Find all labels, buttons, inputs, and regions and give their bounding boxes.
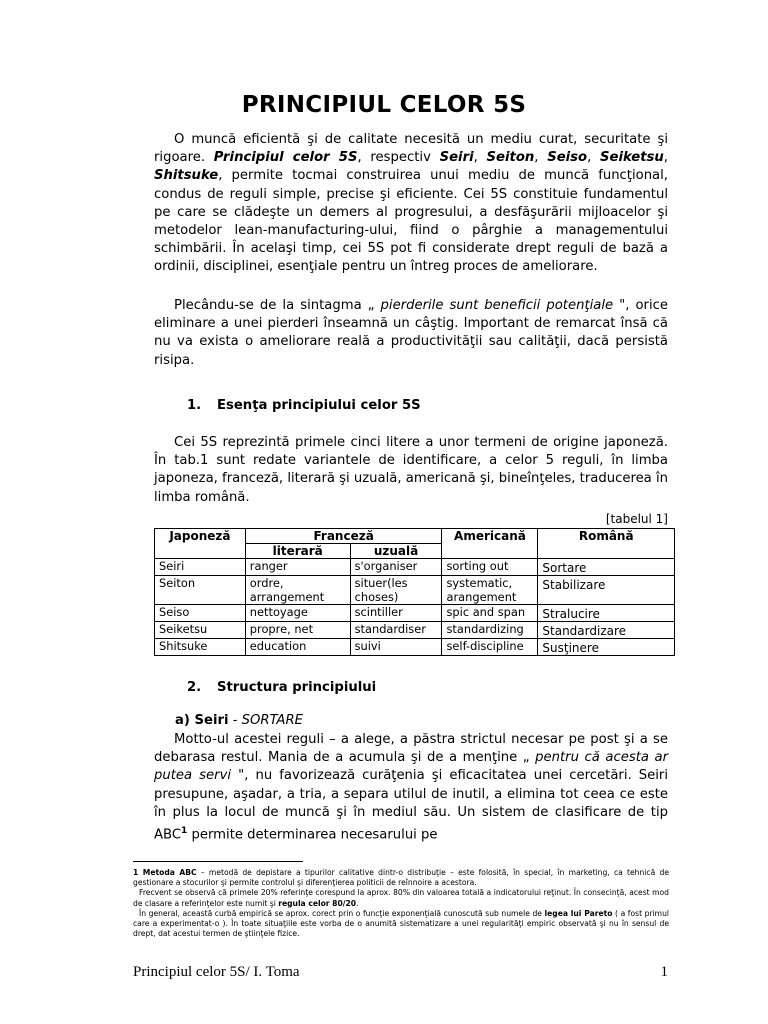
cell-romana: Stabilizare: [538, 576, 675, 605]
page-number: 1: [660, 964, 668, 980]
cell-uzuala: standardiser: [350, 622, 442, 639]
cell-romana: Sortare: [538, 559, 675, 576]
footnote-divider: [133, 861, 303, 862]
sintagma-paragraph: Plecându-se de la sintagma „ pierderile sunt beneficii potenţiale ", orice eliminare a unei pierderi înseamnă un câştig. Important de remarcat însă că nu va exista o ameliorare reală a productivităţii sau calităţii, dacă persistă risipa.: [154, 298, 668, 368]
header-franceza: Franceză: [245, 529, 442, 544]
header-literara: literară: [245, 544, 350, 559]
intro-paragraph: O muncă eficientă şi de calitate necesită un mediu curat, securitate şi rigoare. Principiul celor 5S, respectiv Seiri, Seiton, Seiso, Seiketsu, Shitsuke, permite tocmai construirea unui mediu de muncă funcţional, condus de reguli simple, precise şi eficiente. Cei 5S constituie fundamentul pe care se clădeşte un demers al progresului, a desfăşurării mijloacelor şi metodelor lean-manufacturing-ului, fiind o pârghie a managementului schimbării. În acelaşi timp, cei 5S pot fi considerate drept reguli de bază a ordinii, disciplinei, esenţiale pentru un întreg proces de ameliorare.: [154, 132, 668, 275]
cell-romana: Standardizare: [538, 622, 675, 639]
subsection-seiri-heading: a) Seiri - SORTARE: [175, 713, 303, 728]
cell-literara: nettoyage: [245, 605, 350, 622]
table-row: [155, 639, 675, 656]
cell-japoneza: Seiso: [155, 605, 246, 622]
cell-literara: education: [245, 639, 350, 656]
cell-uzuala: scintiller: [350, 605, 442, 622]
section-2-heading: 2. Structura principiului: [187, 680, 377, 695]
cell-uzuala: situer(les choses): [350, 576, 442, 605]
table-row: [155, 605, 675, 622]
section-1-heading: 1. Esenţa principiului celor 5S: [187, 398, 421, 413]
cell-uzuala: suivi: [350, 639, 442, 656]
header-americana: Americană: [442, 529, 538, 559]
5s-table: [154, 528, 675, 656]
cell-literara: ranger: [245, 559, 350, 576]
footnote-1-pareto: În general, această curbă empirică se aprox. corect prin o funcţie exponenţială cunoscută sub numele de legea lui Pareto ( a fost primul care a experimentat-o ). În toate situaţiile este vorba de o anumită sistematizare a unei regularităţi empiric observată şi nu în sensul de drept, dat acestui termen de ştiinţele fizice.: [133, 908, 669, 939]
cell-japoneza: Shitsuke: [155, 639, 246, 656]
footnotes: [133, 868, 669, 939]
table-row: [155, 576, 675, 605]
footnote-1-continued: Frecvent se observă că primele 20% referinţe corespund la aprox. 80% din valoarea totală a indicatorului reţinut. În consecinţă, acest mod de clasare a referinţelor este numit şi regula celor 80/20.: [133, 888, 669, 908]
footer-title: Principiul celor 5S/ I. Toma: [133, 964, 300, 980]
table-row: [155, 622, 675, 639]
section-1-paragraph: Cei 5S reprezintă primele cinci litere a unor termeni de origine japoneză. În tab.1 sunt redate variantele de identificare, a celor 5 reguli, în limba japoneza, franceză, literară şi uzuală, americană şi, bineînţeles, traducerea în limba română.: [154, 435, 668, 505]
table-caption: [tabelul 1]: [605, 512, 668, 526]
cell-japoneza: Seiketsu: [155, 622, 246, 639]
header-romana: Română: [538, 529, 675, 559]
header-japoneza: Japoneză: [155, 529, 246, 559]
header-uzuala: uzuală: [350, 544, 442, 559]
cell-americana: self-discipline: [442, 639, 538, 656]
footnote-1: 1 Metoda ABC – metodă de depistare a tipurilor calitative dintr-o distribuţie – este folosită, în special, în marketing, ca tehnică de gestionare a stocurilor şi permite controlul şi diferenţierea politicii de reînnoire a acestora.: [133, 868, 669, 888]
cell-americana: sorting out: [442, 559, 538, 576]
cell-japoneza: Seiton: [155, 576, 246, 605]
cell-americana: spic and span: [442, 605, 538, 622]
cell-literara: propre, net: [245, 622, 350, 639]
cell-romana: Susţinere: [538, 639, 675, 656]
cell-literara: ordre, arrangement: [245, 576, 350, 605]
table-row: [155, 559, 675, 576]
cell-uzuala: s'organiser: [350, 559, 442, 576]
cell-americana: standardizing: [442, 622, 538, 639]
cell-romana: Stralucire: [538, 605, 675, 622]
seiri-paragraph: Motto-ul acestei reguli – a alege, a păstra strictul necesar pe post şi a se debarasa restul. Mania de a acumula şi de a menţine „ pentru că acesta ar putea servi ", nu favorizează curăţenia şi eficacitatea unei cercetări. Seiri presupune, aşadar, a tria, a separa utilul de inutil, a elimina tot ceea ce este în plus la locul de muncă şi în mediul său. Un sistem de clasificare de tip ABC$^1$ permite determinarea necesarului pe: [154, 732, 669, 843]
table-header-row: [155, 529, 675, 544]
cell-japoneza: Seiri: [155, 559, 246, 576]
document-title: PRINCIPIUL CELOR 5S: [241, 92, 527, 118]
cell-americana: systematic, arangement: [442, 576, 538, 605]
